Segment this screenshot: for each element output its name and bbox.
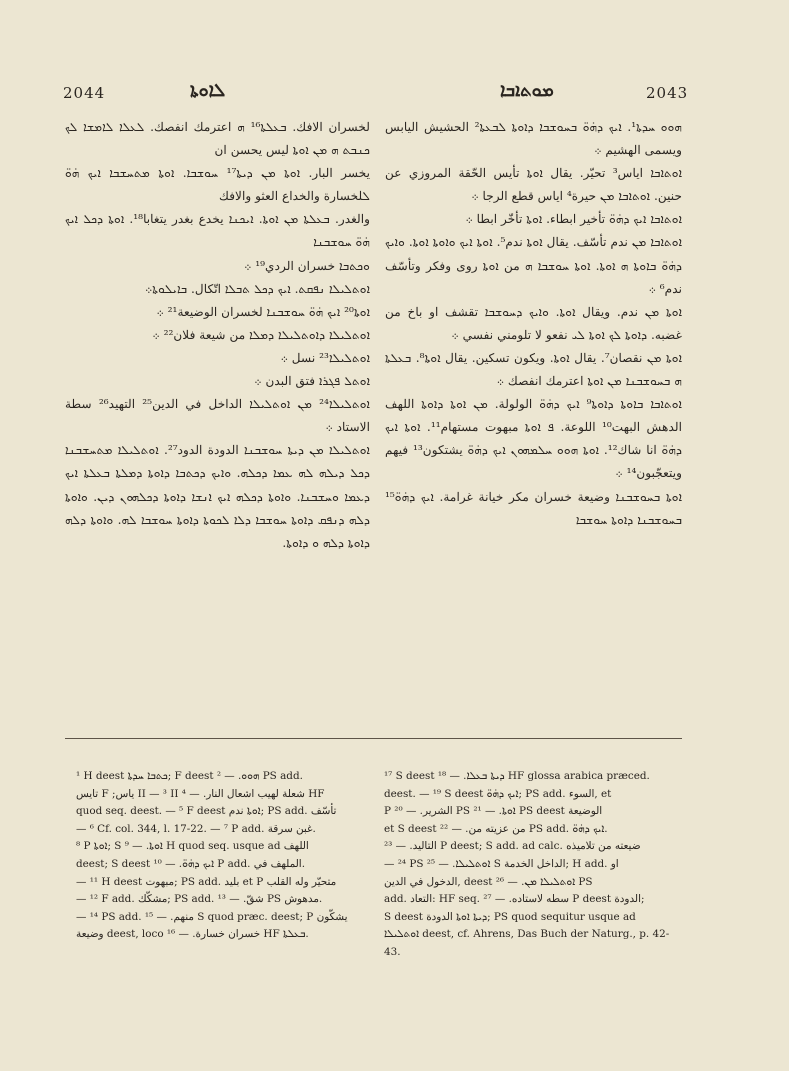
footnote-line: ܐܘܬܠܝܠܐ deest, cf. Ahrens, Das Buch der Naturg., p. 42-43. xyxy=(384,928,670,958)
footnote-divider xyxy=(65,738,682,739)
right-page-number: 2043 xyxy=(646,84,689,102)
footnote-line: الدخول في الدين, deest ܐܘܬܠܝܠܐ ܡܢ. — ²⁶ PS xyxy=(384,875,593,888)
dictionary-entry: ܐܘܬܠܝܠܐ²⁴ ܡܢ ܐܘܬܠܝܠܐ الداخل في الدين²⁵ التهيد²⁶ سطة الاستاد ܀ xyxy=(65,397,370,435)
footnote-line: — ¹² F add. مشكّك; PS add. شقّ. — ¹³ PS مدهوش. xyxy=(76,893,323,906)
dictionary-entry: ܐܘܬܐܒܐ ܐܝܟ ܕܗ̇ܘ̈ تأخير ابطاء. ܐܘܬܐ تأخّر ابطا ܀ xyxy=(465,212,682,227)
footnote-line: quod seq. deest. — ⁵ F deest ܐܘܬܐ ندم; PS add. تأسّف xyxy=(76,805,337,818)
footnote-line: S deest ܕܝܬܐ ܐܘܬܐ الدودة; PS quod sequitur usque ad xyxy=(384,910,636,923)
dictionary-entry: والغدر. ܒܥܠܬܐ ܡܢ ܐܘܬܐ. ܐܝܟܢܐ يخدع بغدر يتغابا¹⁸. ܐܘܬܐ ܕܟܠ ܐܝܟ ܗ̇ܘ̈ ܚܘܫܒܢܐ xyxy=(65,212,370,250)
dictionary-entry: ܐܘܬܠܝܠܐ ܕܐܘܬܠܝܠܐ ܕܡܠܐ من شيعة فلان²² ܀ xyxy=(152,327,370,342)
footnote-line: add. التعاد: HF seq. سطه لاستاده. — ²⁷ P deest الدودة; xyxy=(384,893,645,906)
footnote-line: P الشرير. — ²⁰ PS ܐܘܬܐ. — ²¹ PS deest الوضيعة xyxy=(384,805,603,818)
right-footnotes xyxy=(384,768,682,962)
dictionary-entry: ܐܘܬܐ ܡܢ ندم. ويقال ܐܘܬܐ. ܘܐܝܟ ܕܚܘܫܒܐ تقشف او باخ من غضبه. ܕܐܘܬܐ ܠܟ ܐܘܬܐ ܠܝ نفعو لا تلومني نفسي ܀ xyxy=(385,304,682,342)
dictionary-entry: ܐܘܬܐ ܡܢ نقصان⁷. يقال ܐܘܬܐ. ويكون تسكين. يقال ܐܘܬܐ⁸. ܒܥܠܬܐ ܗ ܒܚܘܫܒܢܐ ܡܢ ܐܘܬܐ اعترمك انفصك ܀ xyxy=(385,350,683,389)
footnote-line: ¹ H deest ܟܬܒܐ ܚܕܬܐ; F deest ܗܘܘ. — ² PS add. xyxy=(76,770,303,782)
dictionary-entry: ܘܟܬܒܐ خسران الردي¹⁹ ܀ xyxy=(244,258,370,273)
dictionary-entry: ܐܘܬܐܒܐ ܡܢ ندم تأسّف. يقال ܐܘܬܐ ندم⁵. ܐܘܬܐ ܐܝܟ ܘܐܘܬܐ ܐܘܬܐ. ܘܐܝܟ ܕܗ̇ܘ̈ ܒܐܘܬܐ ܗ ܐܘܬܐ. ܐܘܬܐ ܚܘܫܒܐ ܗ من ܐܘܬܐ روى وفكر وتأسّف ندم⁶ ܀ xyxy=(385,235,682,296)
dictionary-entry: لخسران الافك. ܒܥܠܬܐ¹⁶ ܗ اعترمك انفصك. ܠܥܠܐ ܠܐܡܫܐ ܠܟ ܟܢܒܬ ܗ ܡܢ ܐܘܬܐ ليس يحسن ان xyxy=(65,120,370,158)
footnote-line: — ¹⁴ PS add. منهم. — ¹⁵ S quod præc. deest; P يشكّون xyxy=(76,910,348,923)
dictionary-entry: ܐܘܬܠܝܠܐ ܢܦܩܬ. ܐܝܟ ܕܟܠ ܬܒܠܐ اتّكال. ܒܐܝܠܘܬܐ܀ xyxy=(144,281,370,296)
dictionary-entry: ܐܘܬܐ²⁰ ܐܝܟ ܗ̇ܘ̈ ܚܘܫܒܢܐ لخسران الوضيعة²¹ ܀ xyxy=(156,304,370,319)
left-page-number: 2044 xyxy=(63,84,106,102)
dictionary-entry: ܐܘܬܠ ܦܓܪܐ فتق البدن ܀ xyxy=(254,374,370,389)
dictionary-entry: ܐܘܬܠܝܠܐ ܡܢ ܕܝܬܐ ܚܘܫܒܢܐ الدودة الدود²⁷. ܐܘܬܠܝܠܐ ܡܬܚܫܒܢܐ ܕܟܠ ܕܝܠܗ ܠܗ ܥܡܐ ܕܟܠܗ. ܘܐܝܟ ܕܟܬܒܐ ܕܐܘܬܐ ܕܡܠܬܐ ܒܥܠܬܐ ܐܝܟ ܕܥܡܐ ܘܚܫܒܢܐ. ܘܐܘܬܐ ܕܟܠܗ ܐܝܟ ܐܢܫܐ ܕܐܘܬܐ ܕܟܠܗܘܢ ܕܝܢ. ܘܐܘܬܐ ܕܠܗ ܕܢܦܩ ܕܐܘܬܐ ܚܘܫܒܐ ܕܠܐ ܠܟܘܬܐ ܕܐܘܬܐ ܚܘܫܒܐ ܠܗ. ܘܐܘܬܐ ܕܠܗ ܕܐܘܬܐ ܕܠܗ ܘ ܕܐܘܬܐ. xyxy=(65,443,370,550)
footnote-line: ¹⁷ S deest ܕܝܬܐ ܒܥܠܐ. — ¹⁸ HF glossa arabica præced. xyxy=(384,770,650,782)
dictionary-entry: ܐܘܬܠܝܠܐ²³ نسل ܀ xyxy=(280,350,370,365)
footnote-line: deest. — ¹⁹ S deest ܐܝܟ ܕܗ̇ܘ̈; PS add. السوء, et xyxy=(384,787,612,800)
dictionary-entry: ܐܘܬܐܒܐ ܒܐܘܬܐ ܕܐܘܬܐ⁹ ܐܝܟ ܕܗ̇ܘ̈ الولولة. ܡܢ ܐܘܬܐ ܕܐܘܬܐ اللهف الدهش البهت¹⁰ اللوعة. ܦ ܐܘܬܐ مبهوت مستهام¹¹. ܐܘܬܐ ܐܝܟ ܕܗ̇ܘ̈ انا شاك¹². ܐܘܬܐ ܗܘܘ ܚܠܡܗܘܢ ܐܝܟ ܕܗ̇ܘ̈ يشتكون¹³ فيهم ويتعجّبون¹⁴ ܀ xyxy=(385,397,683,481)
footnote-line: — ¹¹ H deest مبهوت; PS add. بليد et P متحيّر وله القلب xyxy=(76,875,337,888)
dictionary-entry: يخسر البار. ܐܘܬܐ ܡܢ ܕܝܬܐ¹⁷ ܚܘܫܒܐ. ܐܘܬܐ ܡܬܚܫܒܐ ܐܝܟ ܗ̇ܘ̈ ܠلخسارة والخداع العثو والافك xyxy=(65,166,371,204)
right-text-column xyxy=(385,116,682,532)
footnote-line: التاليد. — ²³ P deest; S add. ad calc. ضيعته من تلاميذه xyxy=(384,840,641,853)
footnote-line: — ²⁴ PS ܐܘܬܠܝܠܐ. — ²⁵ S الداخل الخدمة; H add. او xyxy=(384,857,619,870)
footnote-line: et S deest من عزيته من. — ²² PS add. ܐܝܟ ܕܗ̇ܘ̈. xyxy=(384,822,608,835)
right-running-head: ܡܘܬܐܒܐ xyxy=(500,80,554,101)
footnote-line: تايس F ;ياس II — ³ II شعلة لهيب اشعال النار. — ⁴ HF xyxy=(76,787,325,800)
footnote-line: ⁸ P ܐܘܬܐ; S ܐܘܬܐ. — ⁹ H quod seq. usque ad اللهف xyxy=(76,840,309,853)
footnote-line: وضيعة deest, loco خسران خسارة. — ¹⁶ HF ܒܥܠܬܐ. xyxy=(76,928,309,941)
left-text-column xyxy=(65,116,370,555)
left-footnotes xyxy=(76,768,368,944)
dictionary-entry: ܐܘܬܐܒܐ اياس³ تحيّر. يقال ܐܘܬܐ تأيس الحّقة المروزي عن حنين. ܐܘܬܐܒܐ ܡܢ حيرة⁴ اياس قطع الرجا ܀ xyxy=(385,166,682,204)
left-running-head: ܠܐܘܬܐ xyxy=(190,80,226,101)
dictionary-entry: ܐܘܬܐ ܒܚܘܫܒܢܐ وضيعة خسران مكر خيانة غرامة. ܐܝܟ ܕܗ̇ܘ̈¹⁵ ܒܚܘܫܒܢܐ ܕܐܘܬܐ ܚܘܫܒܐ xyxy=(385,489,682,527)
footnote-line: — ⁶ Cf. col. 344, l. 17-22. — ⁷ P add. غبن سرقة. xyxy=(76,822,316,835)
dictionary-entry: ܗܘܘ ܚܕܬܐ¹. ܐܝܟ ܕܗ̇ܘ̈ ܒܚܘܫܒܐ ܕܐܘܬܐ ܠܒܥܬܐ² الحشيش اليابس ويسمى الهشيم ܀ xyxy=(385,120,682,158)
footnote-line: deest; S deest ܐܝܟ ܕܗ̇ܘ̈. — ¹⁰ P add. الملهف في. xyxy=(76,857,305,870)
